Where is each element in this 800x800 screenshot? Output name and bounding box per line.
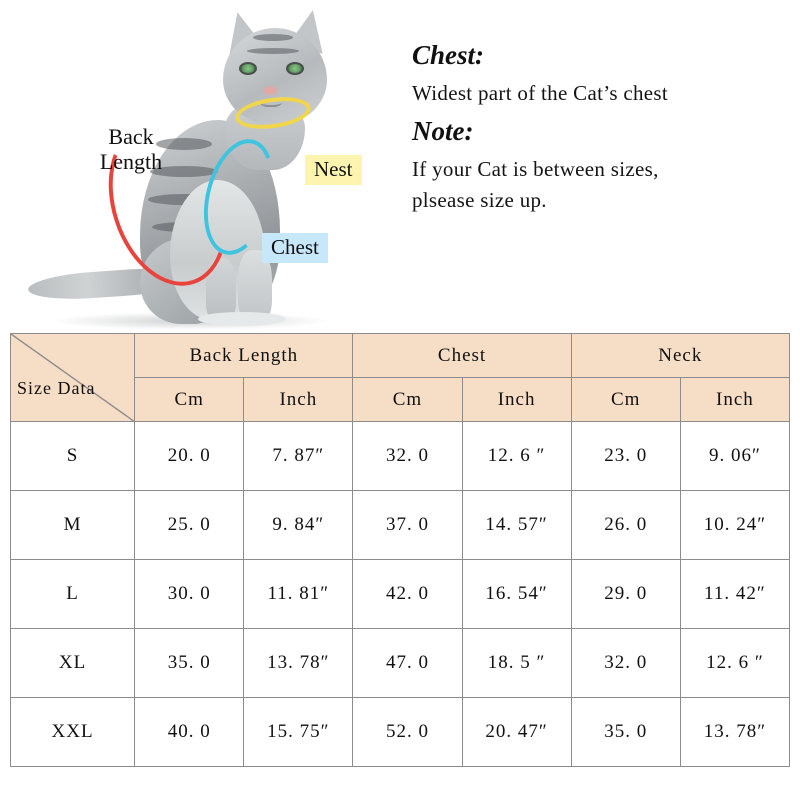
illustration-section: [0, 0, 800, 330]
label-back-length-line1: Back: [108, 124, 154, 149]
group-header-neck: Neck: [571, 334, 789, 378]
note-line-1: If your Cat is between sizes,: [412, 157, 659, 181]
cell-chest-cm: 42. 0: [353, 560, 462, 629]
cell-neck-cm: 29. 0: [571, 560, 680, 629]
cell-neck-inch: 11. 42″: [680, 560, 789, 629]
cell-size: XL: [11, 629, 135, 698]
table-row: [11, 698, 790, 767]
size-data-label: Size Data: [17, 378, 96, 398]
cell-neck-cm: 32. 0: [571, 629, 680, 698]
label-back-length: [76, 124, 186, 175]
cell-back-cm: 40. 0: [135, 698, 244, 767]
group-header-chest: Chest: [353, 334, 571, 378]
table-row: [11, 491, 790, 560]
cell-back-cm: 20. 0: [135, 422, 244, 491]
cat-eye-left: [239, 62, 257, 75]
label-chest: Chest: [262, 233, 328, 263]
unit-header-neck-cm: Cm: [571, 378, 680, 422]
cell-back-inch: 9. 84″: [244, 491, 353, 560]
cell-back-inch: 7. 87″: [244, 422, 353, 491]
notes-section: [412, 40, 790, 219]
cell-neck-inch: 9. 06″: [680, 422, 789, 491]
cell-back-inch: 13. 78″: [244, 629, 353, 698]
cell-back-cm: 30. 0: [135, 560, 244, 629]
cell-size: XXL: [11, 698, 135, 767]
cell-back-inch: 11. 81″: [244, 560, 353, 629]
unit-header-chest-cm: Cm: [353, 378, 462, 422]
chest-description: Widest part of the Cat’s chest: [412, 81, 669, 105]
chest-heading: Chest:: [412, 40, 485, 70]
group-header-back-length: Back Length: [135, 334, 353, 378]
size-table: [10, 333, 790, 767]
cell-chest-inch: 16. 54″: [462, 560, 571, 629]
cell-back-inch: 15. 75″: [244, 698, 353, 767]
cell-neck-inch: 10. 24″: [680, 491, 789, 560]
unit-header-back-cm: Cm: [135, 378, 244, 422]
cell-neck-cm: 26. 0: [571, 491, 680, 560]
cat-eye-right: [286, 62, 304, 75]
label-nest: Nest: [305, 155, 362, 185]
table-row: [11, 560, 790, 629]
note-line-2: plsease size up.: [412, 188, 547, 212]
cat-nose: [264, 86, 277, 95]
cell-size: S: [11, 422, 135, 491]
cell-chest-inch: 14. 57″: [462, 491, 571, 560]
cell-neck-cm: 23. 0: [571, 422, 680, 491]
cell-size: M: [11, 491, 135, 560]
cell-chest-inch: 12. 6 ″: [462, 422, 571, 491]
table-header-groups: [11, 334, 790, 378]
table-corner-cell: [11, 334, 135, 422]
table-row: [11, 629, 790, 698]
cell-chest-cm: 37. 0: [353, 491, 462, 560]
cell-back-cm: 25. 0: [135, 491, 244, 560]
cell-chest-inch: 20. 47″: [462, 698, 571, 767]
cell-chest-inch: 18. 5 ″: [462, 629, 571, 698]
cell-back-cm: 35. 0: [135, 629, 244, 698]
label-back-length-line2: Length: [99, 149, 163, 175]
cat-tail-icon: [27, 267, 158, 302]
unit-header-neck-inch: Inch: [680, 378, 789, 422]
cat-paws: [198, 312, 286, 326]
cell-neck-inch: 13. 78″: [680, 698, 789, 767]
unit-header-chest-inch: Inch: [462, 378, 571, 422]
note-heading: Note:: [412, 116, 474, 146]
cell-neck-cm: 35. 0: [571, 698, 680, 767]
cell-chest-cm: 32. 0: [353, 422, 462, 491]
cell-chest-cm: 52. 0: [353, 698, 462, 767]
cell-size: L: [11, 560, 135, 629]
cell-neck-inch: 12. 6 ″: [680, 629, 789, 698]
cell-chest-cm: 47. 0: [353, 629, 462, 698]
unit-header-back-inch: Inch: [244, 378, 353, 422]
table-row: [11, 422, 790, 491]
